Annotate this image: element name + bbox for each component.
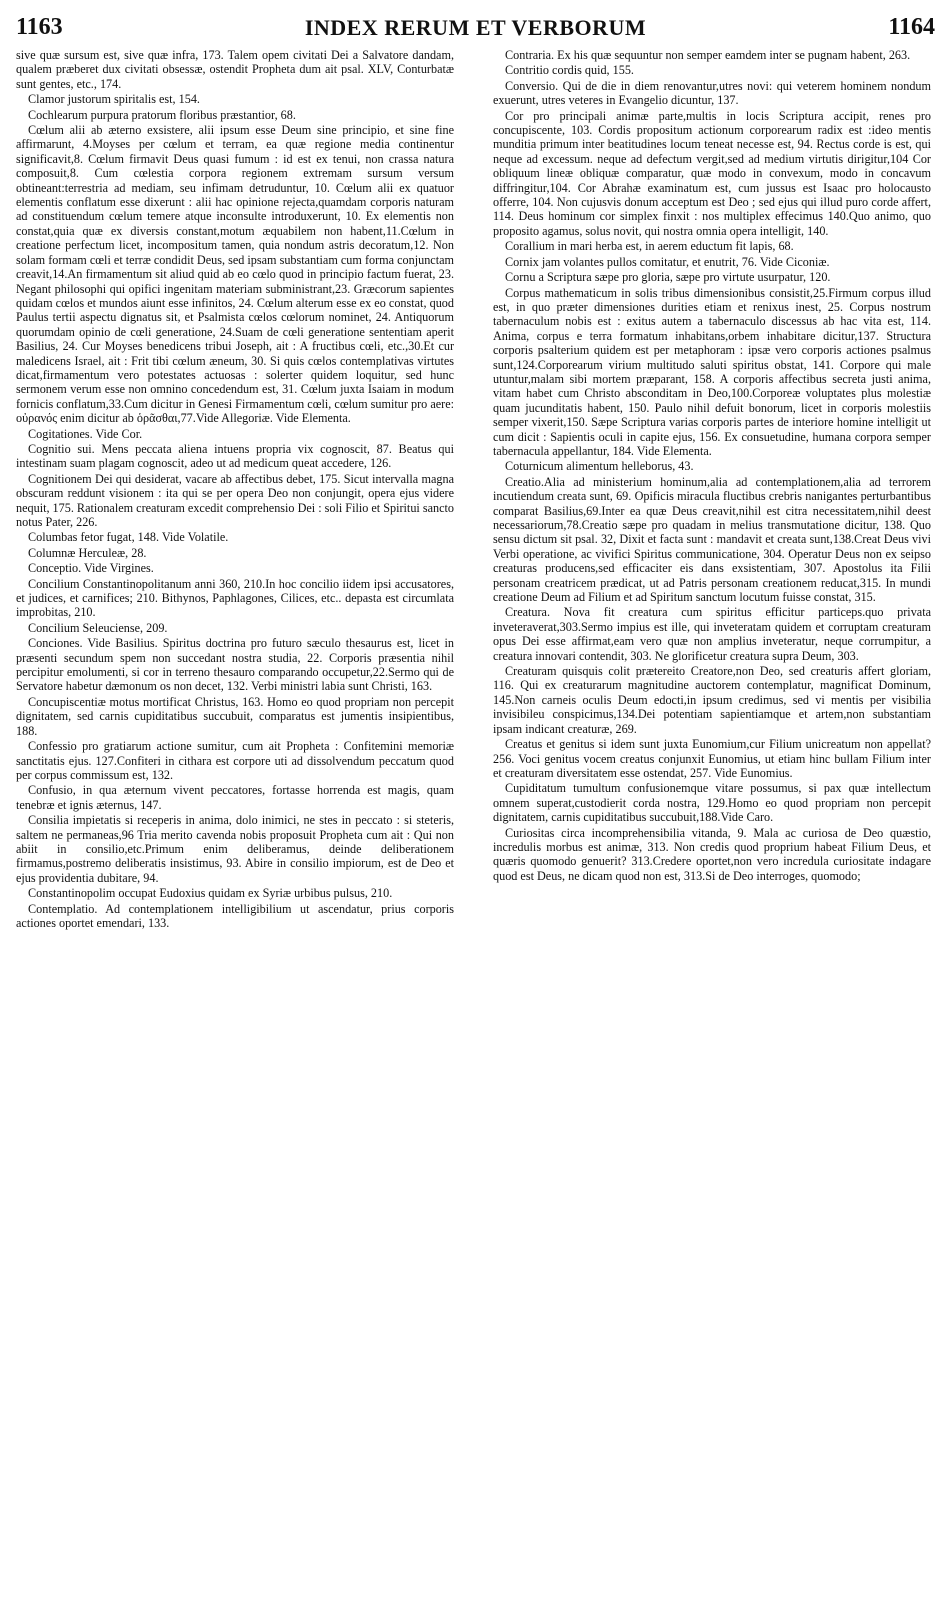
index-entry: Curiositas circa incomprehensibilia vitanda, 9. Mala ac curiosa de Deo quæstio, incredulis morbus est animæ, 313. Non credis quod proprium habeat Filium Deus, et quæris quomodo genuerit? 313.Credere oportet,non vero incredula curiositate indagare quod est Deus, ne dicam quod non est, 313.Si de Deo interroges, quomodo; [493,825,931,883]
index-entry: Contraria. Ex his quæ sequuntur non semper eamdem inter se pugnam habent, 263. [505,48,911,62]
index-entry: Confessio pro gratiarum actione sumitur, cum ait Propheta : Confitemini memoriæ sanctitatis ejus. 127.Confiteri in cithara est corpore uti ad dissolvendum peccatum quod per corpus commissum est, 132. [16,739,454,782]
index-entry: Conversio. Qui de die in diem renovantur,utres novi: qui veterem hominem nondum exuerunt, utres veteres in Evangelio dicuntur, 137. [493,78,931,108]
index-entry: Coturnicum alimentum helleborus, 43. [505,459,694,474]
index-entry: Clamor justorum spiritalis est, 154. [28,92,200,107]
index-entry: Constantinopolim occupat Eudoxius quidam ex Syriæ urbibus pulsus, 210. [28,886,393,901]
index-entry: Conciones. Vide Basilius. Spiritus doctrina pro futuro sæculo thesaurus est, licet in præsenti secundum spem non succedant nostra studia, 22. Corporis præsentia nihil percipitur emolumenti, si cor in terreno thesauro comparando occupetur,22.Sermo qui de Servatore habetur dæmonum os non decet, 132. Verbi ministri labia sunt Christi, 163. [16,636,454,694]
page-number-left: 1163 [16,14,63,40]
running-title: INDEX RERUM ET VERBORUM [304,15,647,40]
index-entry: Creaturam quisquis colit prætereito Creatore,non Deo, sed creaturis affert gloriam, 116. Qui ex creaturarum magnitudine auctorem contemplatur, magnificat Dominum, 145.Non carneis oculis Deum edocti,in ipsum credimus, sed vi mentis per visibilia invisibileu conspicimus,134.Dei potentiam sapientiamque et artem,non substantiam ipsam indicant creaturæ, 269. [493,664,931,736]
index-entry: Contritio cordis quid, 155. [505,63,634,78]
page-header [16,14,935,44]
index-entry: Cor pro principali animæ parte,multis in locis Scriptura accipit, renes pro concupiscente, 103. Cordis propositum actionum corporearum radix est :ideo mentis munditia primum inter beatitudines locum teneat necesse est, 94. Rectus corde is est, qui neque ad excessum. neque ad defectum vergit,sed ad medium virtutis dirigitur,104 Cor obliquum lineæ obliquæ comparatur, quæ modo in convexum, modo in concavum diffringitur,104. Cor Abrahæ examinatum est, cum jussus est Isaac pro holocausto offerre, 104. Non cujusvis donum acceptum est Deo ; sed ejus qui illud puro corde affert, 114. Deus hominum cor simplex finxit : nos multiplex effecimus 140.Quo animo, quo proposito agamus, solus novit, qui nostra omnia opera intelligit, 140. [493,108,931,238]
page-number-right: 1164 [888,14,935,40]
index-entry: Cupiditatum tumultum confusionemque vitare possumus, si pax quæ intellectum omnem superat,custodierit corda nostra, 129.Homo eo quod propriam non percepit dignitatem, carnis cupiditatibus succubuit,188.Vide Caro. [493,781,931,825]
index-entry: Columbas fetor fugat, 148. Vide Volatile. [28,530,229,545]
index-entry: Concilium Constantinopolitanum anni 360, 210.In hoc concilio iidem ipsi accusatores, et judices, et carnifices; 210. Bithynos, Paphlagones, Cilices, etc.. depasta est circumlata improbitas, 210. [16,576,454,620]
index-entry: Concupiscentiæ motus mortificat Christus, 163. Homo eo quod propriam non percepit dignitatem, sed carnis cupiditatibus succubuit, comparatus est jumentis insipientibus, 188. [16,694,454,738]
right-column [493,48,931,1593]
index-entry: Creatio.Alia ad ministerium hominum,alia ad contemplationem,alia ad terrorem incutiendum creata sunt, 69. Opificis miracula fluctibus crebris nanigantes perturbantibus comparat Basilius,69.Inter ea quæ Deus creavit,nihil est citra necessitatem,nihil deest necessariorum,78.Creatio sæpe pro quadam in melius transmutatione dicitur, 138. Quo sensu dictum sit psal. 32, Dixit et facta sunt : mandavit et creata sunt,138.Creat Deus vivi Verbi operatione, ac vivifici Spiritus communicatione, 304. Operatur Deus non ex seipso creaturas producens,sed efficaciter eis dans exsistentiam, 307. Apostolus ita Filii personam creatricem prædicat, ut ad Patris personam creationem reducat,315. In mundi creatione Deum ad Filium et ad Spiritum sanctum locutum fuisse constat, 315. [493,474,931,605]
index-entry: sive quæ sursum est, sive quæ infra, 173. Talem opem civitati Dei a Salvatore dandam, qualem præberet dux civitati obsessæ, ostendit Propheta dum ait psal. XLV, Conturbatæ sunt gentes, etc., 174. [16,48,454,91]
index-entry: Conceptio. Vide Virgines. [28,561,154,576]
index-entry: Cognitio sui. Mens peccata aliena intuens propria vix cognoscit, 87. Beatus qui intestinam suam plagam cognoscit, adeo ut ad medicum queat accedere, 126. [16,441,454,471]
index-entry: Cornix jam volantes pullos comitatur, et enutrit, 76. Vide Ciconiæ. [505,254,830,269]
index-entry: Cognitionem Dei qui desiderat, vacare ab affectibus debet, 175. Sicut intervalla magna obscuram reddunt visionem : ita qui se per opera Deo non conjungit, opera ejus videre nequit, 175. Rationalem creaturam excedit comprehensio Dei : soli Filio et Spiritui sancto notus Pater, 226. [16,471,454,529]
index-entry: Contemplatio. Ad contemplationem intelligibilium ut ascendatur, prius corporis actiones oportet emendari, 133. [16,901,454,930]
index-entry: Concilium Seleuciense, 209. [28,620,168,635]
index-entry: Corallium in mari herba est, in aerem eductum fit lapis, 68. [505,239,794,254]
index-entry: Cochlearum purpura pratorum floribus præstantior, 68. [28,107,296,122]
index-entry: Consilia impietatis si receperis in anima, dolo inimici, ne stes in peccato : si steteris, saltem ne permaneas,96 Tria merito cavenda nobis proposuit Propheta cum ait : Qui non abiit in consilio,etc.Primum enim deliberamus, deinde deliberationem firmamus,postremo deliberatis insistimus, 93. Abire in consilio impiorum, est de Deo et ejus providentia dubitare, 94. [16,813,454,885]
index-entry: Creatus et genitus si idem sunt juxta Eunomium,cur Filium unicreatum non appellat? 256. Voci genitus vocem creatus conjunxit Eunomius, ut etiam hinc bullam Filium inter et creaturam diversitatem esse ostendat, 257. Vide Eunomius. [493,737,931,780]
index-entry: Creatura. Nova fit creatura cum spiritus efficitur particeps.quo privata inveteraverat,303.Sermo impius est ille, qui inveteratam quidem et corruptam creaturam opus Dei esse affirmat,eam vero quæ non amplius inveteratur, neque corrumpitur, a creatura innovari contendit, 303. Ne glorificetur creatura supra Deum, 303. [493,605,931,663]
index-entry: Corpus mathematicum in solis tribus dimensionibus consistit,25.Firmum corpus illud est, in quo præter dimensiones durities etiam et renixus inest, 25. Corpus nostrum tabernaculum nobis est : exitus autem a tabernaculo discessus ab hac vita est, 114. Anima, corpus e terra formatum inhabitans,orbem inhabitare dicitur,137. Structura corporis psalterium quidem est per metaphoram : ipsæ vero corporis actiones psalmus sunt,124.Corporearum virium multitudo saluti spiritus obstat, 141. Corpore qui male utuntur,malam sibi mortem præparant, 158. A corporis affectibus secreta justi anima, vitam habet cum Christo absconditam in Deo,100.Corporeæ voluptates plus molestiæ quam jucunditatis habent, 150. Paulo nihil defuit bonorum, licet in corporis molestiis semper vixerit,150. Sæpe Scriptura varias corporis partes de interiore homine intelligit ut cum dicit : Sapientis oculi in capite ejus, 156. Ex consuetudine, humana corpora semper tabernacula appellantur, 184. Vide Elementa. [493,285,931,458]
index-entry: Cœlum alii ab æterno exsistere, alii ipsum esse Deum sine principio, et sine fine affirmarunt, 4.Moyses per cœlum et terram, ea quæ regione media continentur significavit,8. Cœlum firmavit Deus quasi fumum : id est ex tenui, non crassa natura composuit,8. Cum cœlestia corpora regionem extremam sursum versum obtineant:terrestria ad mediam, seu infimam detruduntur, 10. Cœlum alii ex quatuor elementis conflatum esse dixerunt : alii hac opinione rejecta,quamdam corporis naturam ad constituendum cœlum temere atque inconsulte introduxerunt, 10. Ex elementis non constat,quia quæ ex diversis constant,motum æquabilem non habent,11.Cœlum in creatione perfectum licet, incompositum tamen, quia nondum astris decoratum,12. Non solam formam cœli et terræ condidit Deus, sed ipsam substantiam cum forma conjunctam creavit,14.An firmamentum sit aliud quid ab eo cœlo quod in principio factum fuerat, 23. Negant philosophi qui opifici ingenitam materiam subministrant,23. Græcorum sapientes quidam cœlos et mundos aiunt esse infinitos, 24. Cœlum alterum esse ex eo constat, quod Paulus tertii aspectu dignatus sit, et Psalmista cœlos cœlorum nominet, 24. Antiquorum quorumdam opinio de cœli generatione, 24.Suam de cœli generatione sententiam aperit Basilius, 24. Cur Moyses benedicens tribui Joseph, ait : A fructibus cœli, etc.,30.Et cur maledicens Israel, ait : Frit tibi cœlum æneum, 30. Si quis cœlos contemplativas virtutes dicat,firmamentum vero potestates actuosas : solerter quidem loquitur, sed hunc sermonem verum esse non omnino concedendum est, 31. Cœlum juxta Isaiam in modum fornicis conflatum,33.Cum dicitur in Genesi Firmamentum cœli, cœlum sumitur pro aere: οὐρανός enim dicitur ab ὁρᾶσθαι,77.Vide Allegoriæ. Vide Elementa. [16,123,454,426]
index-entry: Cogitationes. Vide Cor. [28,426,143,441]
index-entry: Confusio, in qua æternum vivent peccatores, fortasse horrenda est magis, quam tenebræ et ignis æternus, 147. [16,783,454,812]
left-column [16,48,454,1593]
index-entry: Cornu a Scriptura sæpe pro gloria, sæpe pro virtute usurpatur, 120. [505,270,831,285]
index-entry: Columnæ Herculeæ, 28. [28,545,147,560]
